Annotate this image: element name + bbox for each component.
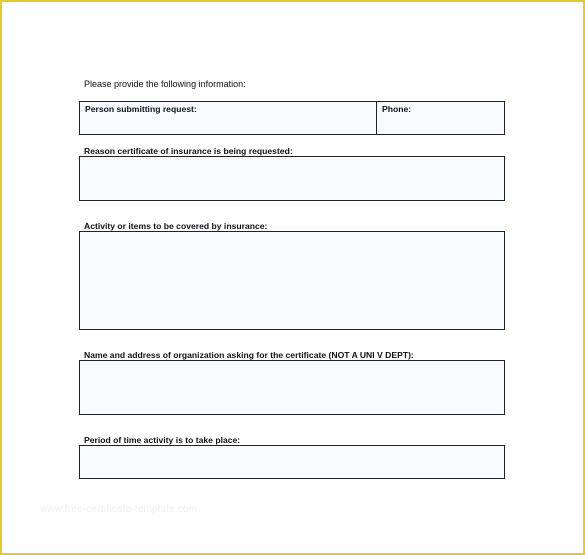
form-intro: Please provide the following information: bbox=[84, 79, 246, 89]
person-submitting-label: Person submitting request: bbox=[85, 104, 197, 114]
phone-label: Phone: bbox=[382, 104, 412, 114]
period-label: Period of time activity is to take place: bbox=[84, 435, 241, 445]
reason-label: Reason certificate of insurance is being requested: bbox=[84, 146, 293, 156]
person-submitting-field[interactable] bbox=[79, 101, 377, 135]
organization-field[interactable] bbox=[79, 360, 505, 415]
submitter-row bbox=[79, 101, 505, 135]
period-field[interactable] bbox=[79, 445, 505, 479]
reason-field[interactable] bbox=[79, 156, 505, 201]
organization-label: Name and address of organization asking for the certificate (NOT A UNI V DEPT): bbox=[84, 350, 414, 360]
activity-field[interactable] bbox=[79, 231, 505, 330]
phone-field[interactable] bbox=[377, 101, 505, 135]
watermark: www.free-certificate-template.com bbox=[40, 504, 198, 515]
activity-label: Activity or items to be covered by insurance: bbox=[84, 221, 268, 231]
